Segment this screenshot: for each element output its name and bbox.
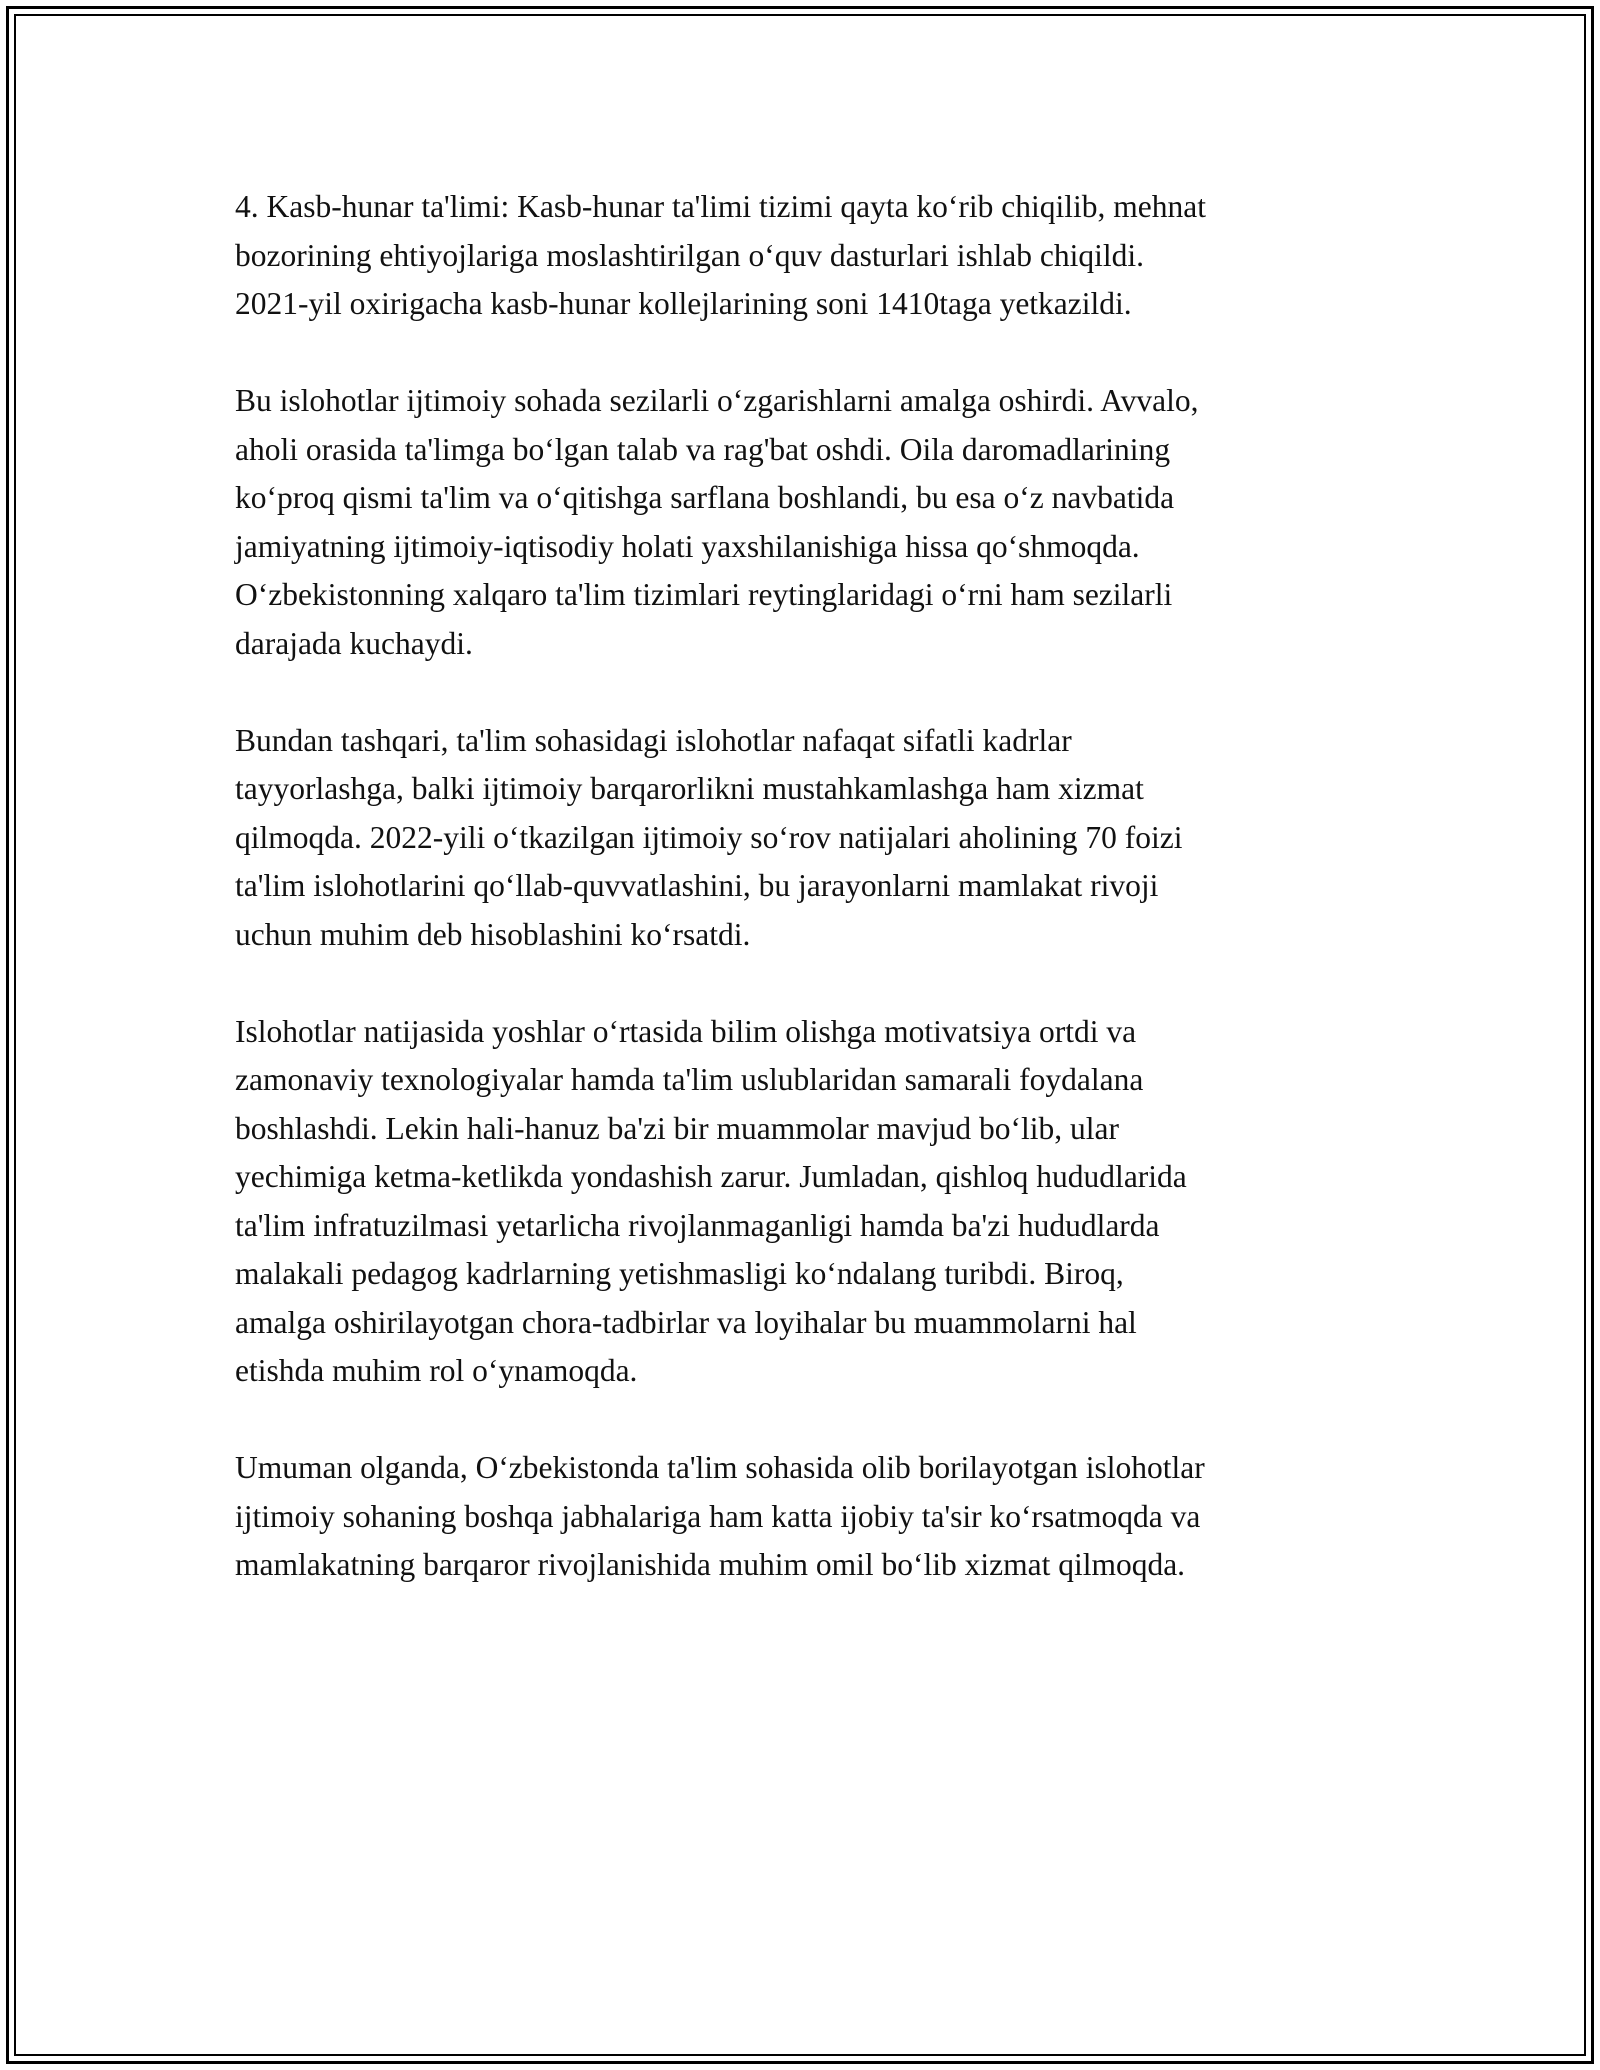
paragraph-youth-motivation: Islohotlar natijasida yoshlar oʻrtasida bilim olishga motivatsiya ortdi va zamonaviy texnologiyalar hamda ta'lim uslublaridan samarali foydalana boshlashdi. Lekin hali-hanuz ba'zi bir muammolar mavjud boʻlib, ular yechimiga ketma-ketlikda yondashish zarur. Jumladan, qishloq hududlarida ta'lim infratuzilmasi yetarlicha rivojlanmaganligi hamda ba'zi hududlarda malakali pedagog kadrlarning yetishmasligi koʻndalang turibdi. Biroq, amalga oshirilayotgan chora-tadbirlar va loyihalar bu muammolarni hal etishda muhim rol oʻynamoqda. — [235, 1013, 1187, 1388]
paragraph-conclusion: Umuman olganda, Oʻzbekistonda ta'lim sohasida olib borilayotgan islohotlar ijtimoiy sohaning boshqa jabhalariga ham katta ijobiy ta'sir koʻrsatmoqda va mamlakatning barqaror rivojlanishida muhim omil boʻlib xizmat qilmoqda. — [235, 1450, 1205, 1582]
paragraph-social-changes: Bu islohotlar ijtimoiy sohada sezilarli oʻzgarishlarni amalga oshirdi. Avvalo, aholi orasida ta'limga boʻlgan talab va rag'bat oshdi. Oila daromadlarining koʻproq qismi ta'lim va oʻqitishga sarflana boshlandi, bu esa oʻz navbatida jamiyatning ijtimoiy-iqtisodiy holati yaxshilanishiga hissa qoʻshmoqda. Oʻzbekistonning xalqaro ta'lim tizimlari reytinglaridagi oʻrni ham sezilarli darajada kuchaydi. — [235, 383, 1199, 661]
paragraph-stability: Bundan tashqari, ta'lim sohasidagi islohotlar nafaqat sifatli kadrlar tayyorlashga, balki ijtimoiy barqarorlikni mustahkamlashga ham xizmat qilmoqda. 2022-yili oʻtkazilgan ijtimoiy soʻrov natijalari aholining 70 foizi ta'lim islohotlarini qoʻllab-quvvatlashini, bu jarayonlarni mamlakat rivoji uchun muhim deb hisoblashini koʻrsatdi. — [235, 722, 1183, 952]
paragraph-vocational-education: 4. Kasb-hunar ta'limi: Kasb-hunar ta'limi tizimi qayta koʻrib chiqilib, mehnat bozorining ehtiyojlariga moslashtirilgan oʻquv dasturlari ishlab chiqildi. 2021-yil oxirigacha kasb-hunar kollejlarining soni 1410taga yetkazildi. — [235, 189, 1206, 321]
document-body — [235, 183, 1385, 1638]
